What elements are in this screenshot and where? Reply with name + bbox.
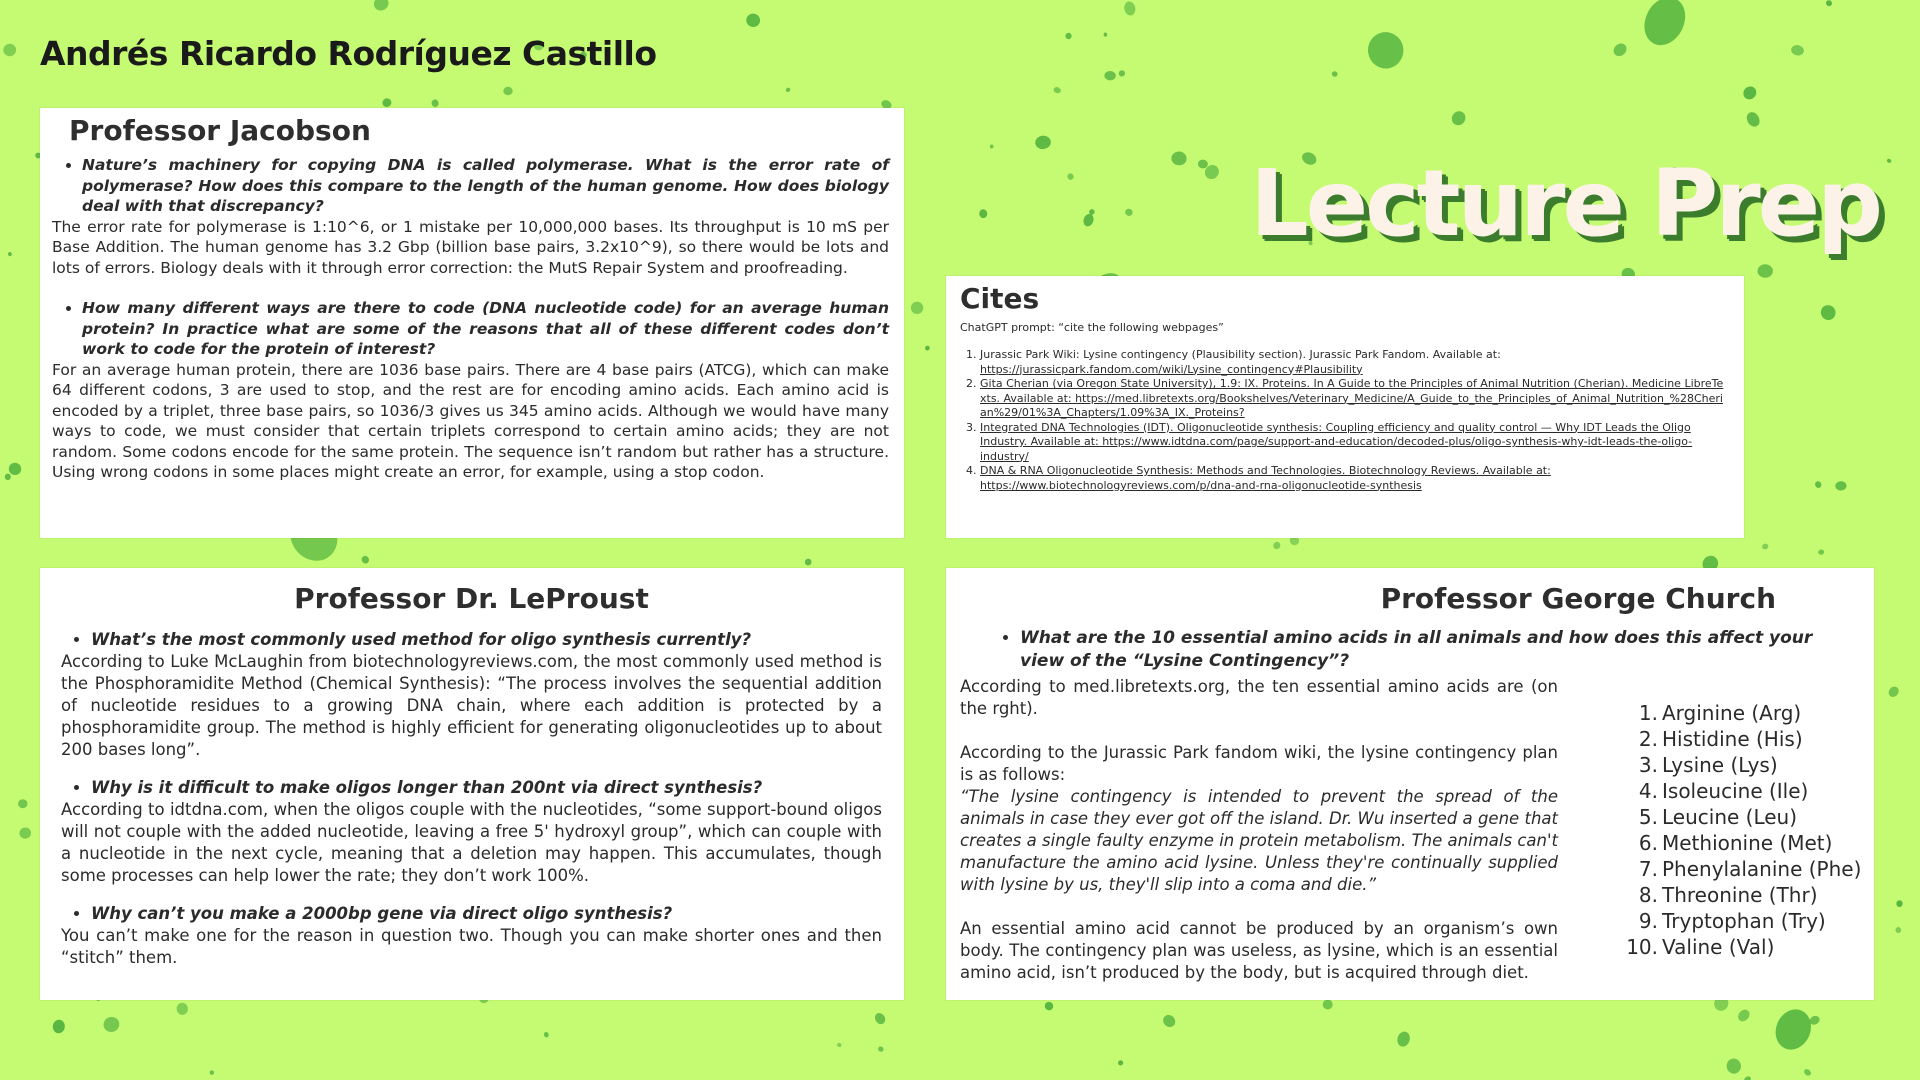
decorative-spot [1117,1059,1124,1066]
decorative-spot [1124,208,1134,217]
decorative-spot [503,87,513,96]
question-list [61,903,882,925]
decorative-spot [1895,926,1902,933]
amino-acid-item: 8. Threonine (Thr) [1638,883,1818,907]
decorative-spot [1886,158,1892,163]
decorative-spot [1818,303,1838,323]
amino-acid-item: 9. Tryptophan (Try) [1638,909,1826,933]
decorative-spot [1761,543,1769,551]
decorative-spot [431,99,440,108]
decorative-spot [1043,1000,1055,1012]
decorative-spot [979,209,988,219]
decorative-spot [1053,86,1062,94]
answer-paragraph: According to the Jurassic Park fandom wiki, the lysine contingency plan is as follows: [960,743,1558,784]
decorative-spot [1198,159,1209,169]
card-professor-leproust [40,568,904,1000]
page-title: Lecture Prep [1250,150,1880,257]
answer-1: According to Luke McLaughin from biotechnologyreviews.com, the most commonly used method is the Phosphoramidite Method (Chemical Synthesis): “The process involves the sequential addition of nucleotide residues to a growing DNA chain, where each addition is protected by a phosphoramidite group. The method is highly efficient for generating oligonucleotides up to about 200 bases long”. [61,652,882,759]
decorative-spot [1637,0,1693,52]
question-2: • Why is it difficult to make oligos longer than 200nt via direct synthesis? [91,777,882,799]
citation-list [960,348,1728,493]
decorative-spot [1896,900,1903,907]
question-3: • Why can’t you make a 2000bp gene via direct oligo synthesis? [91,903,882,925]
question-1: • What’s the most commonly used method for oligo synthesis currently? [91,629,882,651]
citation-link[interactable]: Integrated DNA Technologies (IDT). Oligonucleotide synthesis: Coupling efficiency and quality control — Why IDT Leads the Oligo Industry. Available at: https://www.idtdna.com/page/support-and-education/decoded-plus/oligo-synthesis-why-idt-leads-the-oligo-industry/ [980,420,1693,463]
citation-link[interactable]: https://jurassicpark.fandom.com/wiki/Lysine_contingency#Plausibility [980,362,1363,376]
decorative-spot [1331,71,1338,78]
decorative-spot [1814,480,1822,489]
question-1: • Nature’s machinery for copying DNA is called polymerase. What is the error rate of polymerase? How does this compare to the length of the human genome. How does biology deal with that discrepancy? [82,155,889,217]
question-list [61,629,882,651]
citation-link[interactable]: DNA & RNA Oligonucleotide Synthesis: Methods and Technologies. Biotechnology Reviews. Available at: https://www.biotechnologyreviews.com/p/dna-and-rna-oligonucleotide-synthesis [980,464,1551,492]
decorative-spot [1104,32,1108,36]
answer-paragraph: An essential amino acid cannot be produced by an organism’s own body. The contingency plan was useless, as lysine, which is an essential amino acid, isn’t produced by the body, but is acquired through diet. [960,919,1558,982]
decorative-spot [785,87,791,93]
decorative-spot [1743,1075,1752,1080]
citation-link[interactable]: Gita Cherian (via Oregon State University), 1.9: IX. Proteins. In A Guide to the Principles of Animal Nutrition (Cherian). Medicine LibreTexts. Available at: https://med.libretexts.org/Bookshelves/Veterinary_Medicine/A_Guide_to_the_Principles_of_Animal_Nutrition_%28Cherian%29/01%3A_Chapters/1.09%3A_IX._Proteins? [980,377,1724,419]
amino-acid-item: 10. Valine (Val) [1626,935,1775,959]
question-list [52,155,889,217]
citation-item [980,348,1728,377]
decorative-spot [381,97,393,109]
answer-3: You can’t make one for the reason in question two. Though you can make shorter ones and then “stitch” them. [61,926,882,967]
decorative-spot [924,345,930,351]
question-list [61,777,882,799]
decorative-spot [1161,1012,1178,1029]
decorative-spot [8,252,12,257]
decorative-spot [1034,135,1051,150]
decorative-spot [2,43,16,57]
decorative-spot [1741,84,1759,102]
lysine-quote: “The lysine contingency is intended to prevent the spread of the animals in case they ever got off the island. Dr. Wu inserted a gene that creates a single faulty enzyme in protein metabolism. The animals can't manufacture the amino acid lysine. Unless they're continually supplied with lysine by us, they'll slip into a coma and die.” [960,787,1558,894]
decorative-spot [836,1042,842,1048]
answer-2: For an average human protein, there are 1036 base pairs. There are 4 base pairs (ATCG), which can make 64 different codons, 3 are used to stop, and the rest are for encoding amino acids. Each amino acid is encoded by a triplet, three base pairs, so 1036/3 gives us 345 amino acids. Although we would have many ways to code, we must consider that certain triplets correspond to certain amino acids; they are not random. Some codons encode for the same protein. The sequence isn’t random but rather has a structure. Using wrong codons in some places might create an error, for example, using a stop codon. [52,360,889,481]
question-list [52,298,889,360]
decorative-spot [1736,1007,1752,1023]
amino-acid-item: 3. Lysine (Lys) [1638,753,1778,777]
decorative-spot [1758,264,1773,278]
card-heading: Professor George Church [1380,582,1776,615]
decorative-spot [102,1015,121,1034]
decorative-spot [1396,1030,1412,1048]
decorative-spot [209,1070,215,1076]
decorative-spot [18,799,27,808]
decorative-spot [1744,110,1762,129]
decorative-spot [5,474,11,481]
decorative-spot [371,0,390,13]
decorative-spot [1171,151,1188,166]
citation-item [980,377,1728,421]
card-heading: Cites [960,282,1040,315]
card-cites [946,276,1744,538]
decorative-spot [1887,685,1901,699]
decorative-spot [1082,212,1095,227]
decorative-spot [1790,44,1805,56]
decorative-spot [1611,41,1629,59]
card-heading: Professor Dr. LeProust [294,582,649,615]
decorative-spot [1323,1000,1333,1010]
decorative-spot [1123,0,1137,16]
author-name: Andrés Ricardo Rodríguez Castillo [40,34,657,73]
decorative-spot [18,826,33,841]
decorative-spot [1835,481,1847,491]
decorative-spot [1825,0,1833,7]
answer-body [960,676,1558,984]
amino-acid-item: 6. Methionine (Met) [1638,831,1833,855]
decorative-spot [1066,172,1074,180]
decorative-spot [176,1002,188,1015]
decorative-spot [1449,108,1468,127]
decorative-spot [52,1019,66,1034]
decorative-spot [908,299,925,316]
question-1: • What are the 10 essential amino acids in all animals and how does this affect your view of the “Lysine Contingency”? [1020,627,1834,673]
decorative-spot [360,555,370,565]
decorative-spot [543,1032,549,1038]
decorative-spot [1803,1068,1813,1077]
amino-acid-item: 5. Leucine (Leu) [1638,805,1798,829]
amino-acid-item: 4. Isoleucine (Ile) [1638,779,1809,803]
answer-1: The error rate for polymerase is 1:10^6, or 1 mistake per 10,000,000 bases. Its throughput is 10 mS per Base Addition. The human genome has 3.2 Gbp (billion base pairs, 3.2x10^9), so there would be lots and lots of errors. Biology deals with it through error correction: the MutS Repair System and proofreading. [52,217,889,277]
card-heading: Professor Jacobson [69,114,371,147]
decorative-spot [1818,549,1825,555]
answer-paragraph: According to med.libretexts.org, the ten essential amino acids are (on the rght). [960,677,1558,718]
amino-acid-item: 7. Phenylalanine (Phe) [1638,857,1862,881]
decorative-spot [1366,30,1406,71]
card-professor-george-church [946,568,1874,1000]
question-list [960,627,1864,673]
chatgpt-prompt: ChatGPT prompt: “cite the following webpages” [960,321,1224,334]
decorative-spot [873,1011,887,1026]
amino-acid-list [1622,700,1861,960]
card-professor-jacobson [40,108,904,538]
answer-2: According to idtdna.com, when the oligos couple with the nucleotides, “some support-bound oligos will not couple with the added nucleotide, leaving a free 5' hydroxyl group”, which can couple with a nucleotide in the next cycle, meaning that a deletion may happen. This accumulates, though some processes can help lower the rate; they don’t work 100%. [61,800,882,885]
amino-acid-item: 2. Histidine (His) [1638,727,1803,751]
citation-item [980,464,1728,493]
decorative-spot [1770,1004,1818,1055]
decorative-spot [7,461,22,476]
decorative-spot [1065,33,1071,40]
amino-acid-item: 1. Arginine (Arg) [1638,701,1802,725]
decorative-spot [1725,1057,1742,1074]
question-2: • How many different ways are there to code (DNA nucleotide code) for an average human protein? In practice what are some of the reasons that all of these different codes don’t work to code for the protein of interest? [82,298,889,360]
citation-item [980,421,1728,465]
decorative-spot [990,144,994,148]
decorative-spot [1272,540,1282,550]
citation-text: Jurassic Park Wiki: Lysine contingency (Plausibility section). Jurassic Park Fandom. Available at: [980,348,1501,361]
decorative-spot [745,13,761,29]
decorative-spot [804,558,813,567]
decorative-spot [877,1045,885,1053]
decorative-spot [1104,71,1116,81]
decorative-spot [1117,69,1126,78]
